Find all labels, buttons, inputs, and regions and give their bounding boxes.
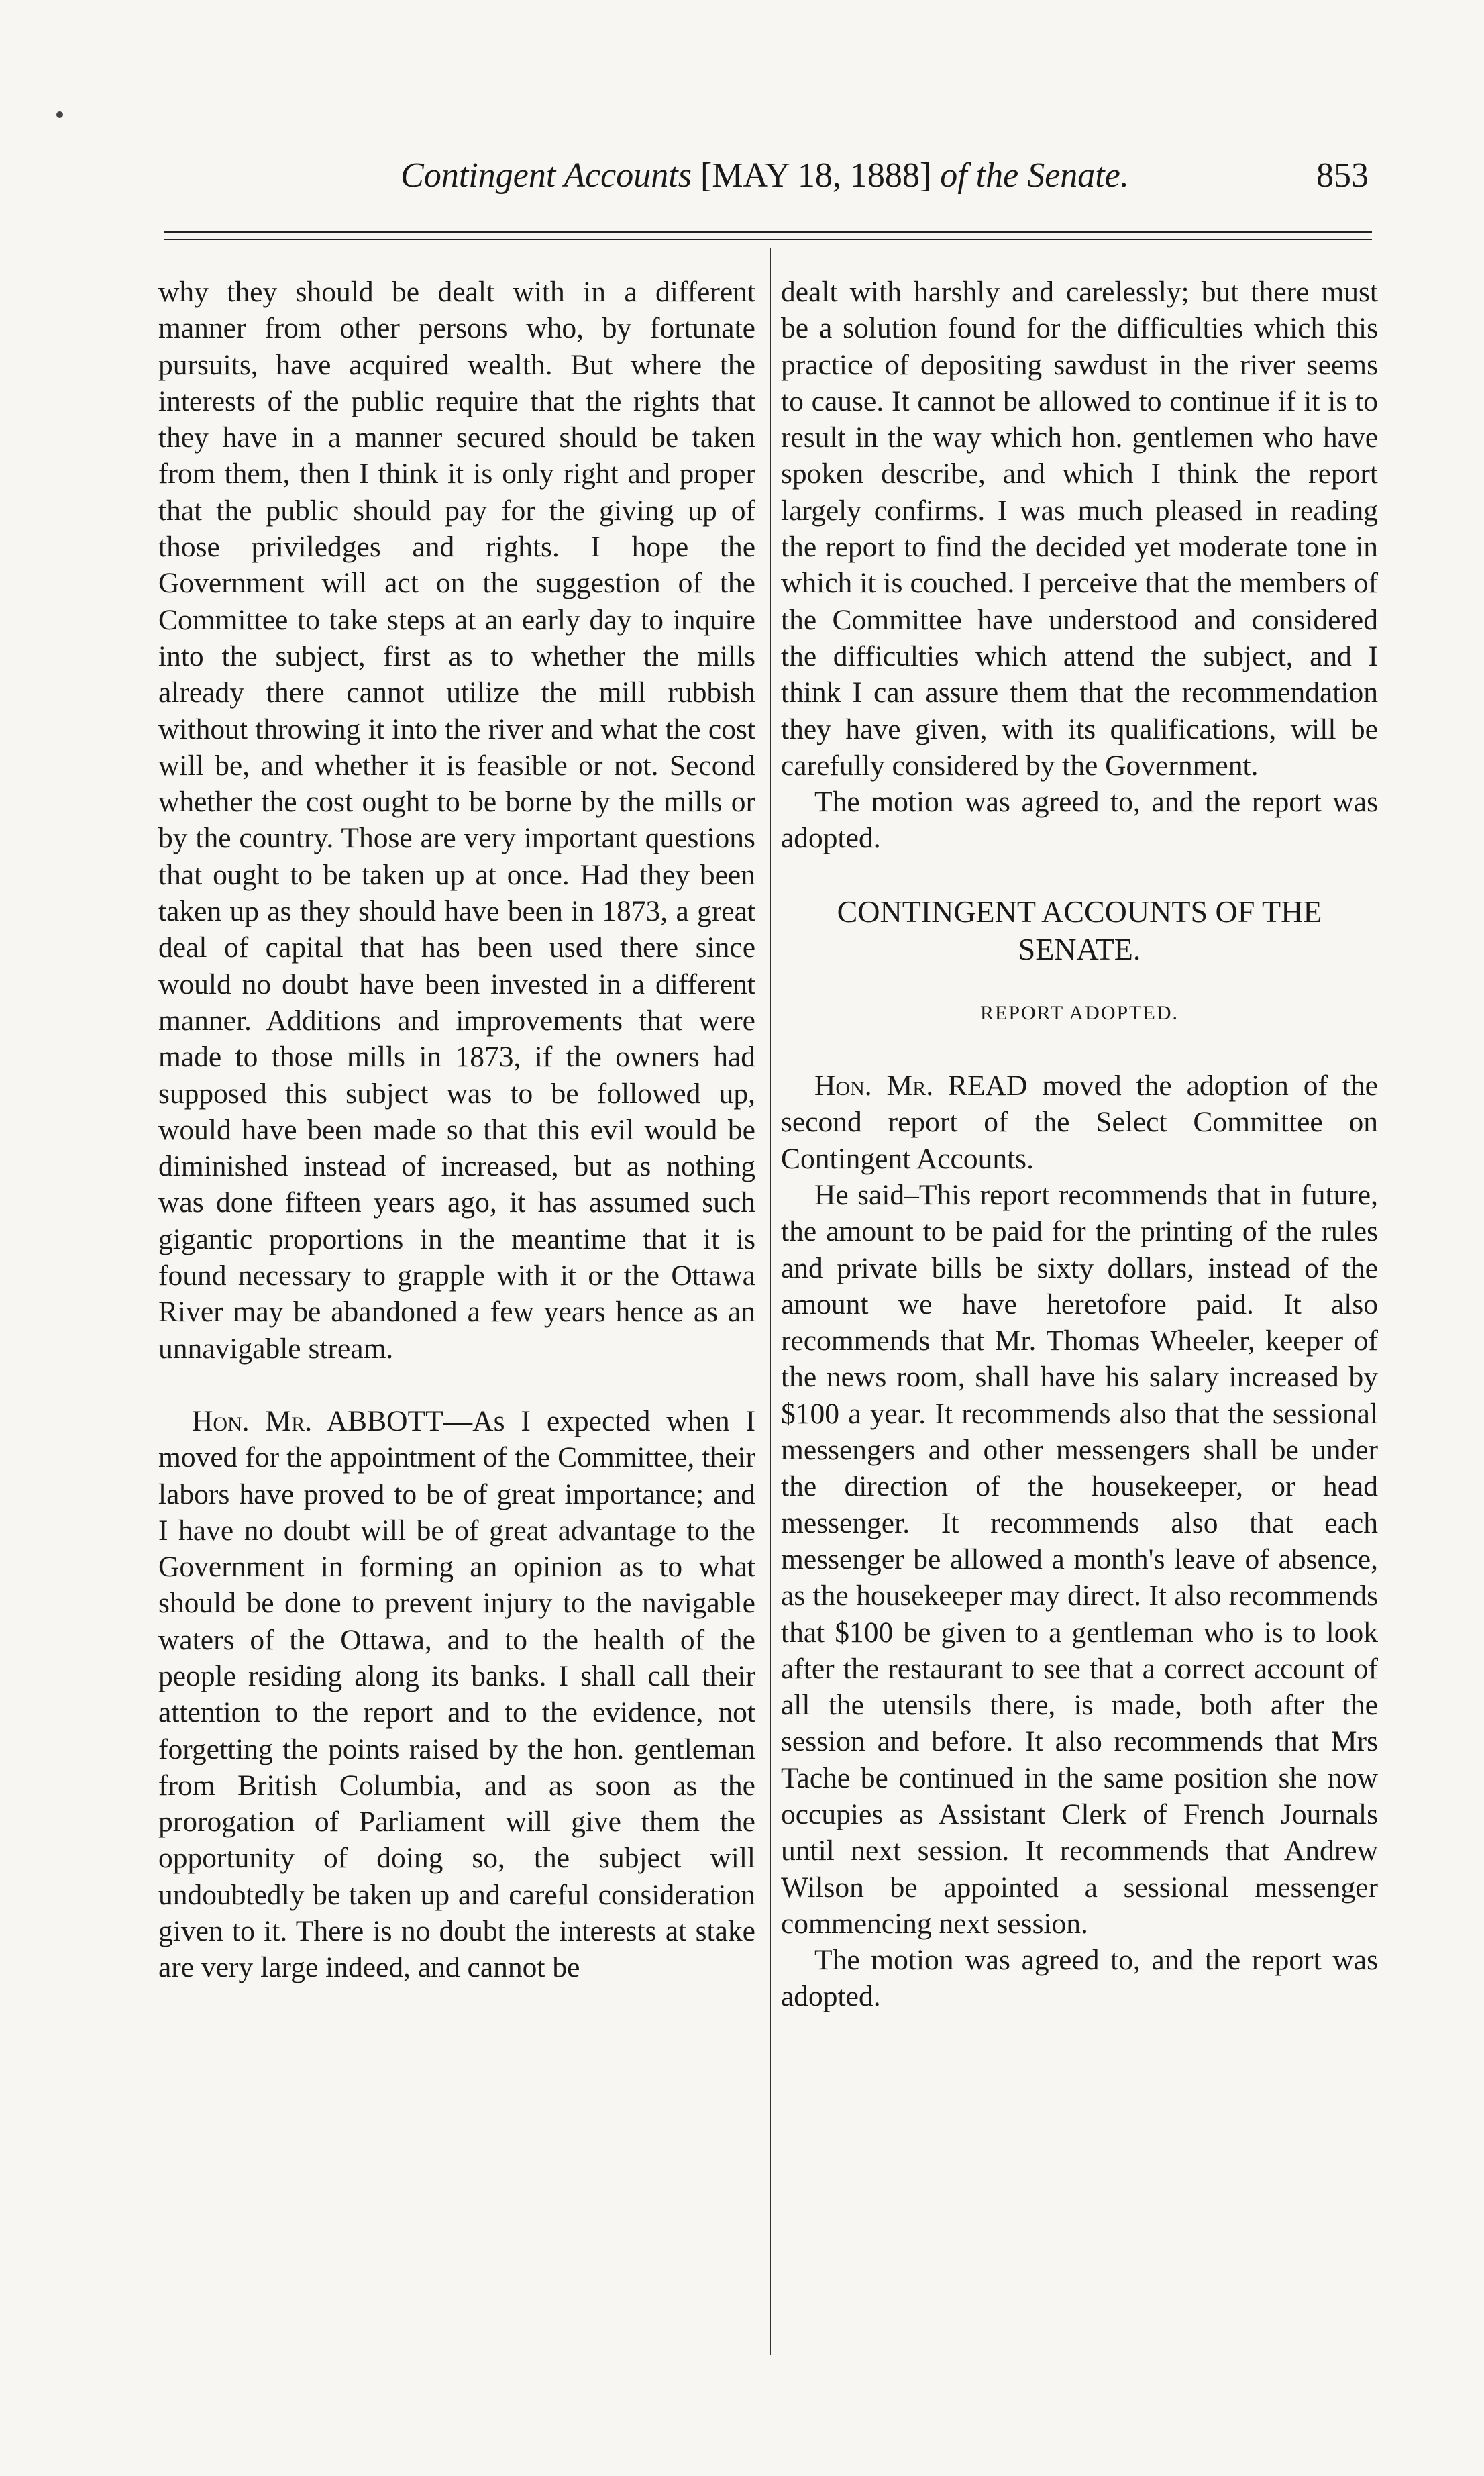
- right-column: [781, 274, 1378, 2015]
- abbott-speech: [158, 1403, 755, 1986]
- speaker-abbott: Hon. Mr. ABBOTT: [192, 1404, 443, 1437]
- page-header: [154, 156, 1369, 209]
- motion-agreed-1: The motion was agreed to, and the report was adopted.: [781, 786, 1378, 855]
- section-subheading: REPORT ADOPTED.: [979, 1001, 1179, 1024]
- left-para-continuation: why they should be dealt with in a different manner from other persons who, by fortunate pursuits, have acquired wealth. But where the interests of the public require that the rights that they have in a manner secured should be taken from them, then I think it is only right and proper that the public should pay for the giving up of those priviledges and rights. I hope the Government will act on the suggestion of the Committee to take steps at an early day to inquire into the subject, first as to whether the mills already there cannot utilize the mill rubbish without throwing it into the river and what the cost will be, and whether it is feasible or not. Second whether the cost ought to be borne by the mills or by the country. Those are very important questions that ought to be taken up at once. Had they been taken up as they should have been in 1873, a great deal of capital that has been used there since would no doubt have been invested in a different manner. Additions and improvements that were made to those mills in 1873, if the owners had supposed this subject was to be followed up, would have been made so that this evil would be diminished instead of increased, but as nothing was done fifteen years ago, it has assumed such gigantic proportions in the meantime that it is found necessary to grapple with it or the Ottawa River may be abandoned a few years hence as an unnavigable stream.: [158, 276, 755, 1365]
- scan-speck: [56, 111, 63, 118]
- section-heading: CONTINGENT ACCOUNTS OF THE SENATE.: [837, 894, 1322, 966]
- page-number: 853: [1316, 156, 1369, 195]
- speaker-read: Hon. Mr. READ: [814, 1070, 1028, 1102]
- running-title: [262, 156, 1268, 195]
- read-motion: [781, 1068, 1378, 1177]
- header-rule-bottom: [164, 239, 1372, 240]
- right-para-continuation: dealt with harshly and carelessly; but there must be a solution found for the difficulties which this practice of depositing sawdust in the river seems to cause. It cannot be allowed to continue if it is to result in the way which hon. gentlemen who have spoken describe, and which I think the report largely confirms. I was much pleased in reading the report to find the decided yet moderate tone in which it is couched. I perceive that the members of the Committee have understood and considered the difficulties which attend the subject, and I think I can assure them that the recommendation they have given, with its qualifications, will be carefully considered by the Government.: [781, 276, 1378, 782]
- running-title-date: [MAY 18, 1888]: [700, 156, 932, 195]
- abbott-speech-text: —As I expected when I moved for the appointment of the Committee, their labors have proved to be of great importance; and I have no doubt will be of great advantage to the Government in forming an opinion as to what should be done to prevent injury to the navigable waters of the Ottawa, and to the health of the people residing along its banks. I shall call their attention to the report and to the evidence, not forgetting the points raised by the hon. gentleman from British Columbia, and as soon as the prorogation of Parliament will give them the opportunity of doing so, the subject will undoubtedly be taken up and careful consideration given to it. There is no doubt the interests at stake are very large indeed, and cannot be: [158, 1404, 755, 1984]
- column-divider: [770, 248, 771, 2355]
- running-title-right: of the Senate.: [940, 156, 1129, 195]
- read-speech: He said–This report recommends that in future, the amount to be paid for the printing of the rules and private bills be sixty dollars, instead of the amount we have heretofore paid. It also recommends that Mr. Thomas Wheeler, keeper of the news room, shall have his salary increased by $100 a year. It recommends also that the sessional messengers and other messengers shall be under the direction of the housekeeper, or head messenger. It recommends also that each messenger be allowed a month's leave of absence, as the housekeeper may direct. It also recommends that $100 be given to a gentleman who is to look after the restaurant to see that a correct account of all the utensils there, is made, both after the session and before. It also recommends that Mrs Tache be continued in the same position she now occupies as Assistant Clerk of French Journals until next session. It recommends that Andrew Wilson be appointed a sessional messenger commencing next session.: [781, 1178, 1378, 1940]
- left-column: [158, 274, 755, 1986]
- read-motion-text: moved the adoption of the second report of the Select Committee on Contingent Accounts.: [781, 1070, 1378, 1175]
- running-title-left: Contingent Accounts: [401, 156, 692, 195]
- header-rule-top: [164, 231, 1372, 233]
- motion-agreed-2: The motion was agreed to, and the report was adopted.: [781, 1944, 1378, 2013]
